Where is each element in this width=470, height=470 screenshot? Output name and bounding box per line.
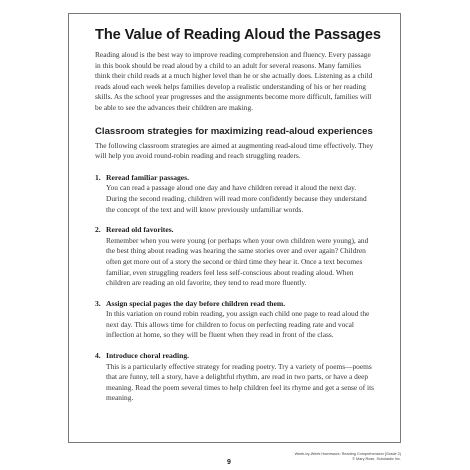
strategy-text: This is a particularly effective strategy for reading poetry. Try a variety of poems—poems that are funny, tell a story, have a delightful rhythm, are read in two parts, or have a deep meaning. Read the poem several times to help children feel its rhyme and get a sense of its meaning.: [106, 361, 375, 403]
strategy-heading: Assign special pages the day before children read them.: [106, 298, 286, 308]
strategy-item-4: [95, 351, 377, 404]
strategy-body: [106, 173, 377, 215]
strategy-item-2: [95, 225, 377, 289]
strategy-text: In this variation on round robin reading, you assign each child one page to read aloud the next day. This allows time for children to focus on perfecting reading rate and vocal inflection at home, so they will be fluent when they read in front of the class.: [106, 309, 370, 340]
strategy-list: [95, 173, 377, 404]
page-title: The Value of Reading Aloud the Passages: [95, 27, 381, 43]
strategy-number: 3.: [95, 298, 101, 308]
strategy-body: [106, 225, 377, 289]
strategy-heading: Reread familiar passages.: [106, 172, 190, 182]
credit-line-copyright: © Mary Rose, Scholastic Inc.: [352, 457, 401, 461]
strategy-heading: Reread old favorites.: [106, 225, 174, 235]
credit-line-title: Week-by-Week Homework: Reading Comprehension (Grade 2): [294, 452, 401, 456]
section-intro-paragraph: The following classroom strategies are aimed at augmenting read-aloud time effectively. They will help you avoid round-robin reading and reach struggling readers.: [95, 140, 374, 161]
strategy-number: 4.: [95, 351, 101, 361]
intro-paragraph: Reading aloud is the best way to improve reading comprehension and fluency. Every passage in this book should be read aloud by a child to an adult for several reasons. Many families think their child reads at a much higher level than he or she actually does. Listening as a child reads aloud each week helps families develop a realistic understanding of his or her reading skills. As the school year progresses and the assignments become more difficult, families will be able to see the advances their children are making.: [95, 50, 373, 112]
strategy-item-3: [95, 299, 377, 341]
footer-credits: [295, 452, 401, 462]
strategy-number: 2.: [95, 225, 101, 235]
page-number: 9: [227, 459, 231, 466]
strategy-body: [106, 351, 377, 404]
strategy-heading: Introduce choral reading.: [106, 351, 190, 361]
strategy-body: [106, 299, 377, 341]
strategy-number: 1.: [95, 172, 101, 182]
section-subheading: Classroom strategies for maximizing read-aloud experiences: [95, 125, 373, 137]
strategy-text: Remember when you were young (or perhaps when your own children were young), and the best thing about reading was hearing the same stories over and over again? Children often get more out of a story the second or third time they hear it. Once a text becomes familiar, even struggling readers feel less self-conscious about reading aloud. When children are reading an old favorite, they tend to read more fluently.: [106, 235, 369, 288]
page-content: [95, 26, 381, 414]
strategy-item-1: [95, 173, 377, 215]
strategy-text: You can read a passage aloud one day and have children reread it aloud the next day. During the second reading, children will read more confidently because they understand the concept of the text and will know previously unfamiliar words.: [106, 183, 367, 214]
